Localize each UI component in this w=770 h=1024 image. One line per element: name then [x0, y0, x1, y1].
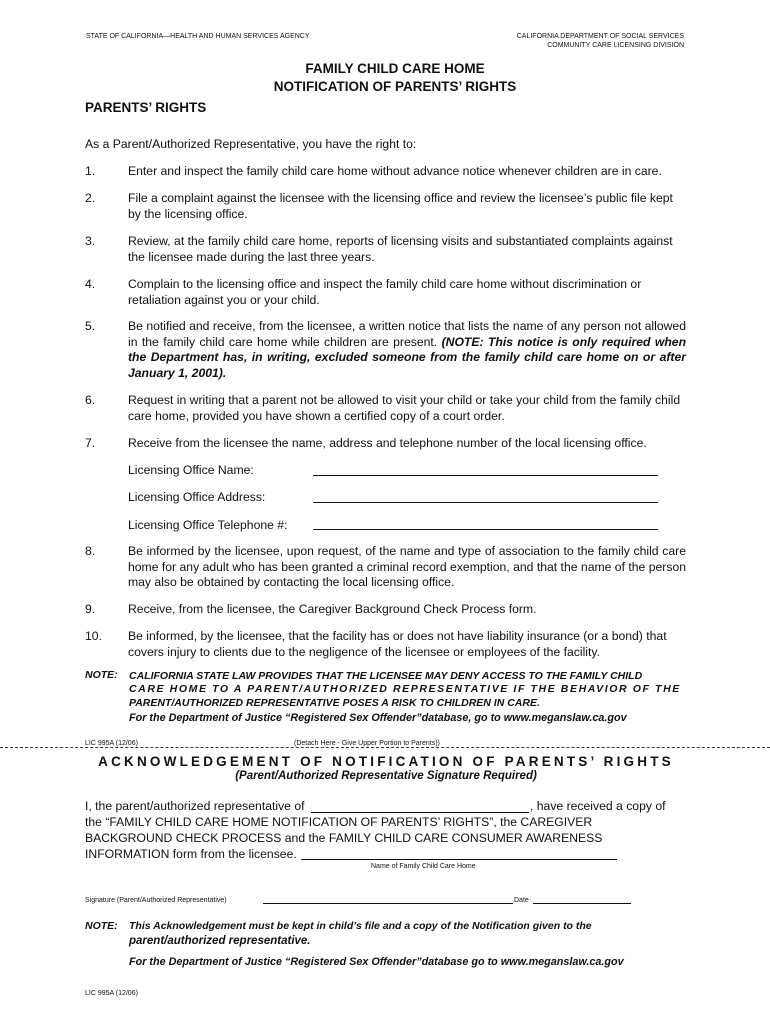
item-5-note: (NOTE: This notice is only required when the Department has, in writing, excluded someone from the family child care home on or after January 1, 2001).: [128, 334, 687, 380]
licensing-office-name-field[interactable]: [313, 475, 658, 476]
item-text: Complain to the licensing office and inspect the family child care home without discrimination or retaliation against you or your child.: [128, 277, 642, 307]
ack-line-1a: I, the parent/authorized representative of: [85, 799, 305, 813]
item-text: Enter and inspect the family child care home without advance notice whenever children are in care.: [128, 164, 662, 178]
item-number: 8.: [85, 544, 96, 558]
item-number: 5.: [85, 319, 96, 333]
title-line-2: NOTIFICATION OF PARENTS’ RIGHTS: [273, 79, 517, 94]
licensing-office-address-field[interactable]: [313, 502, 658, 503]
item-text: File a complaint against the licensee with the licensing office and review the licensee’s public file kept by the licensing office.: [128, 191, 673, 221]
date-field[interactable]: [533, 903, 631, 904]
item-text: Receive, from the licensee, the Caregiver Background Check Process form.: [128, 602, 537, 616]
date-label: Date: [514, 897, 529, 904]
signature-field[interactable]: [263, 903, 513, 904]
form-id-bottom: LIC 995A (12/06): [85, 990, 138, 997]
item-number: 7.: [85, 436, 96, 450]
ack-line-1b: , have received a copy of: [530, 799, 666, 813]
agency-header-left: STATE OF CALIFORNIA—HEALTH AND HUMAN SERVICES AGENCY: [86, 33, 310, 40]
note-bottom-line-2: parent/authorized representative.: [129, 935, 311, 947]
item-number: 10.: [85, 629, 102, 643]
detach-line: [0, 747, 770, 748]
note-label-bottom: NOTE:: [85, 920, 118, 932]
note-bottom-line-1: This Acknowledgement must be kept in child’s file and a copy of the Notification given to the: [129, 920, 592, 932]
section-heading: PARENTS’ RIGHTS: [85, 100, 207, 115]
ack-subtitle: (Parent/Authorized Representative Signature Required): [235, 770, 537, 782]
licensing-office-name-label: Licensing Office Name:: [128, 463, 254, 477]
note-top-line-3: PARENT/AUTHORIZED REPRESENTATIVE POSES A RISK TO CHILDREN IN CARE.: [129, 697, 540, 709]
agency-header-right-2: COMMUNITY CARE LICENSING DIVISION: [547, 42, 684, 49]
item-text: Request in writing that a parent not be allowed to visit your child or take your child from the family child care home, provided you have shown a certified copy of a court order.: [128, 393, 681, 423]
licensing-office-phone-label: Licensing Office Telephone #:: [128, 518, 288, 532]
note-label-top: NOTE:: [85, 669, 118, 681]
item-text: Review, at the family child care home, reports of licensing visits and substantiated complaints against the licensee made during the last three years.: [128, 234, 673, 264]
agency-header-right-1: CALIFORNIA DEPARTMENT OF SOCIAL SERVICES: [516, 33, 684, 40]
title-line-1: FAMILY CHILD CARE HOME: [305, 61, 485, 76]
intro-text: As a Parent/Authorized Representative, you have the right to:: [85, 137, 417, 151]
ack-title: ACKNOWLEDGEMENT OF NOTIFICATION OF PARENTS’ RIGHTS: [98, 754, 674, 769]
form-id-top: LIC 995A (12/06): [85, 740, 138, 747]
ack-line-4: INFORMATION form from the licensee.: [85, 847, 297, 861]
note-top-line-2: CARE HOME TO A PARENT/AUTHORIZED REPRESENTATIVE IF THE BEHAVIOR OF THE: [129, 683, 681, 695]
note-top-line-1: CALIFORNIA STATE LAW PROVIDES THAT THE LICENSEE MAY DENY ACCESS TO THE FAMILY CHILD: [129, 670, 643, 682]
item-number: 1.: [85, 164, 96, 178]
item-5-text: Be notified and receive, from the licensee, a written notice that lists the name of any person not allowed in the family child care home while children are present.: [128, 319, 686, 349]
item-number: 3.: [85, 234, 96, 248]
child-name-field[interactable]: [311, 812, 529, 813]
ack-line-3: BACKGROUND CHECK PROCESS and the FAMILY CHILD CARE CONSUMER AWARENESS: [85, 831, 603, 845]
family-child-care-home-name-field[interactable]: [301, 859, 617, 860]
note-bottom-doj: For the Department of Justice “Registered Sex Offender”database go to www.meganslaw.ca.gov: [129, 956, 624, 968]
note-top-doj: For the Department of Justice “Registered Sex Offender”database, go to www.meganslaw.ca.gov: [129, 712, 627, 724]
item-number: 2.: [85, 191, 96, 205]
item-text: Be informed by the licensee, upon request, of the name and type of association to the family child care home for any adult who has been granted a criminal record exemption, and that the name of the person may also be obtained by contacting the local licensing office.: [128, 544, 686, 589]
item-number: 9.: [85, 602, 96, 616]
signature-label: Signature (Parent/Authorized Representative): [85, 897, 227, 904]
detach-instruction: (Detach Here - Give Upper Portion to Parents)): [294, 740, 440, 747]
item-number: 4.: [85, 277, 96, 291]
licensing-office-address-label: Licensing Office Address:: [128, 490, 266, 504]
item-text: Be informed, by the licensee, that the facility has or does not have liability insurance (or a bond) that covers injury to clients due to the negligence of the licensee or employees of the facility.: [128, 629, 667, 659]
name-field-caption: Name of Family Child Care Home: [371, 863, 476, 870]
item-text: [128, 319, 686, 381]
licensing-office-phone-field[interactable]: [313, 529, 658, 530]
item-text: Receive from the licensee the name, address and telephone number of the local licensing office.: [128, 436, 647, 450]
ack-line-2: the “FAMILY CHILD CARE HOME NOTIFICATION OF PARENTS’ RIGHTS”, the CAREGIVER: [85, 815, 593, 829]
item-number: 6.: [85, 393, 96, 407]
